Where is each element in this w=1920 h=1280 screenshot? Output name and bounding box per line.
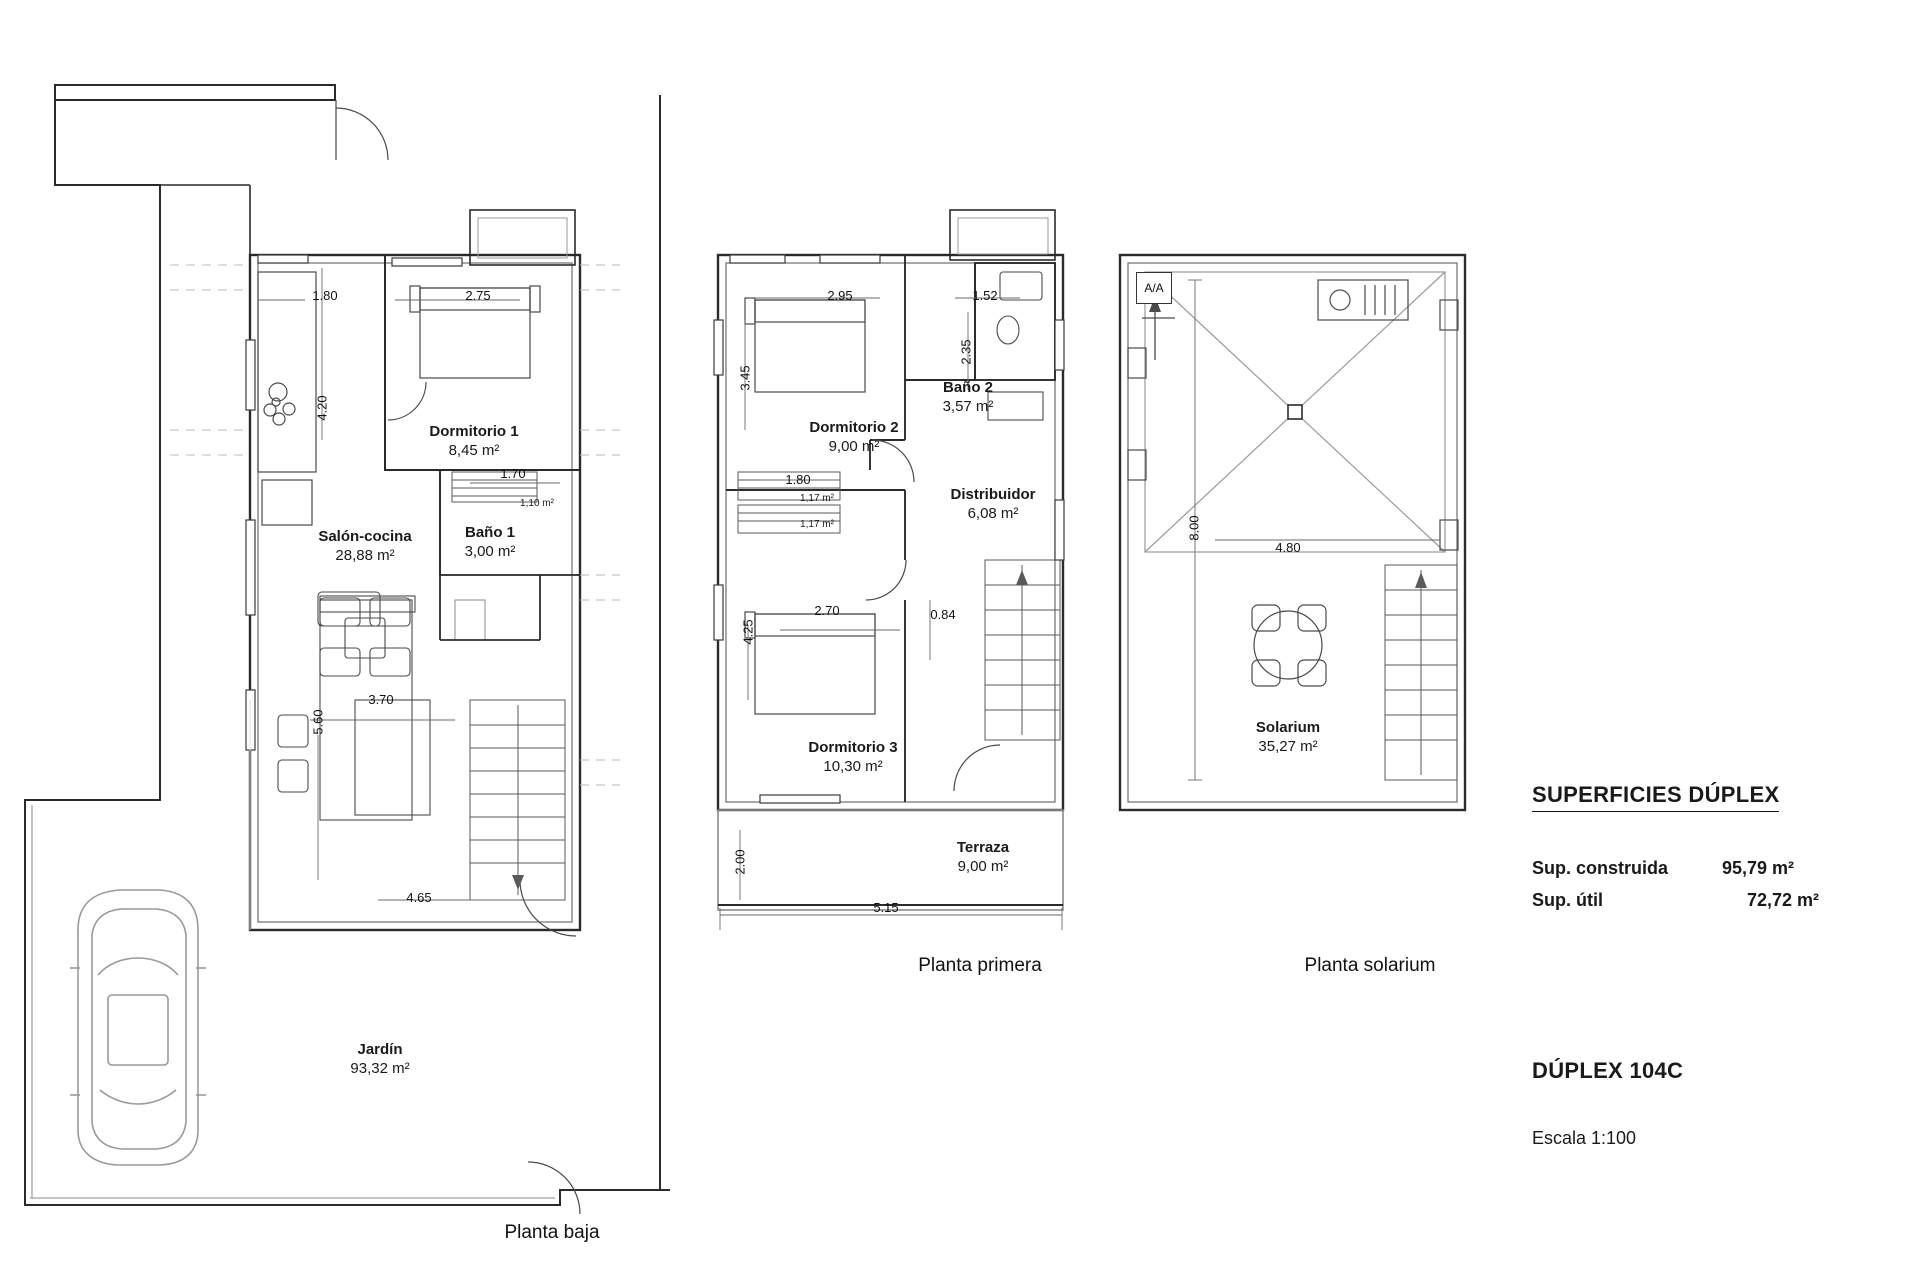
dim-pb-4-20: 4.20 [314,395,330,421]
floor-title-planta-baja: Planta baja [504,1222,600,1243]
legend-heading: SUPERFICIES DÚPLEX [1532,782,1779,812]
dim-pb-1-80: 1.80 [312,288,338,303]
dim-pb-3-70: 3.70 [368,692,394,707]
room-label-dormitorio-3: Dormitorio 3 10,30 m² [808,739,898,775]
dim-pp-2-70: 2.70 [814,603,840,618]
dim-sol-4-80: 4.80 [1275,540,1301,555]
floor-title-planta-primera: Planta primera [918,955,1042,976]
room-label-salon-cocina: Salón-cocina 28,88 m² [318,528,412,564]
dim-pb-2-75: 2.75 [465,288,491,303]
planta-baja-geometry [25,85,670,1214]
annotation-aa: A/A [1136,272,1172,304]
dim-pb-4-65: 4.65 [406,890,432,905]
room-label-bano-1: Baño 1 3,00 m² [464,524,516,560]
room-label-jardin: Jardín 93,32 m² [350,1041,410,1077]
legend-label-util: Sup. útil [1532,890,1603,910]
room-label-armario-1-pp: 1,17 m² [800,493,834,504]
legend-row-construida [1532,858,1795,879]
dim-pp-4-25: 4.25 [740,619,756,645]
room-label-dormitorio-2: Dormitorio 2 9,00 m² [809,419,899,455]
car-symbol [70,890,206,1165]
floor-title-planta-solarium: Planta solarium [1304,955,1436,976]
legend-label-construida: Sup. construida [1532,858,1669,878]
dim-pp-2-00: 2.00 [732,849,748,875]
room-label-armario-2-pp: 1,17 m² [800,519,834,530]
dim-pp-2-95: 2.95 [827,288,853,303]
planta-primera-geometry [714,210,1064,930]
room-label-armario-pb: 1,10 m² [520,498,554,509]
dim-pp-1-52: 1.52 [972,288,998,303]
document-title: DÚPLEX 104C [1532,1058,1684,1083]
legend-row-util [1532,890,1820,911]
room-label-dormitorio-1: Dormitorio 1 8,45 m² [429,423,519,459]
room-label-terraza: Terraza 9,00 m² [956,839,1010,875]
dim-pb-5-60: 5.60 [310,709,326,735]
dim-pp-0-84: 0.84 [930,607,956,622]
legend-value-util: 72,72 m² [1747,890,1820,910]
room-label-solarium: Solarium 35,27 m² [1255,719,1321,755]
dim-pp-3-45: 3.45 [737,365,753,391]
dim-pb-1-70: 1.70 [500,466,526,481]
legend-value-construida: 95,79 m² [1722,858,1795,878]
scale-text: Escala 1:100 [1532,1128,1637,1148]
dim-pp-1-80: 1.80 [785,472,811,487]
dim-sol-8-00: 8.00 [1186,515,1202,541]
dim-pp-5-15: 5.15 [873,900,899,915]
room-label-bano-2: Baño 2 3,57 m² [942,379,994,415]
dim-pp-2-35: 2.35 [958,339,974,365]
room-label-distribuidor: Distribuidor 6,08 m² [950,486,1036,522]
